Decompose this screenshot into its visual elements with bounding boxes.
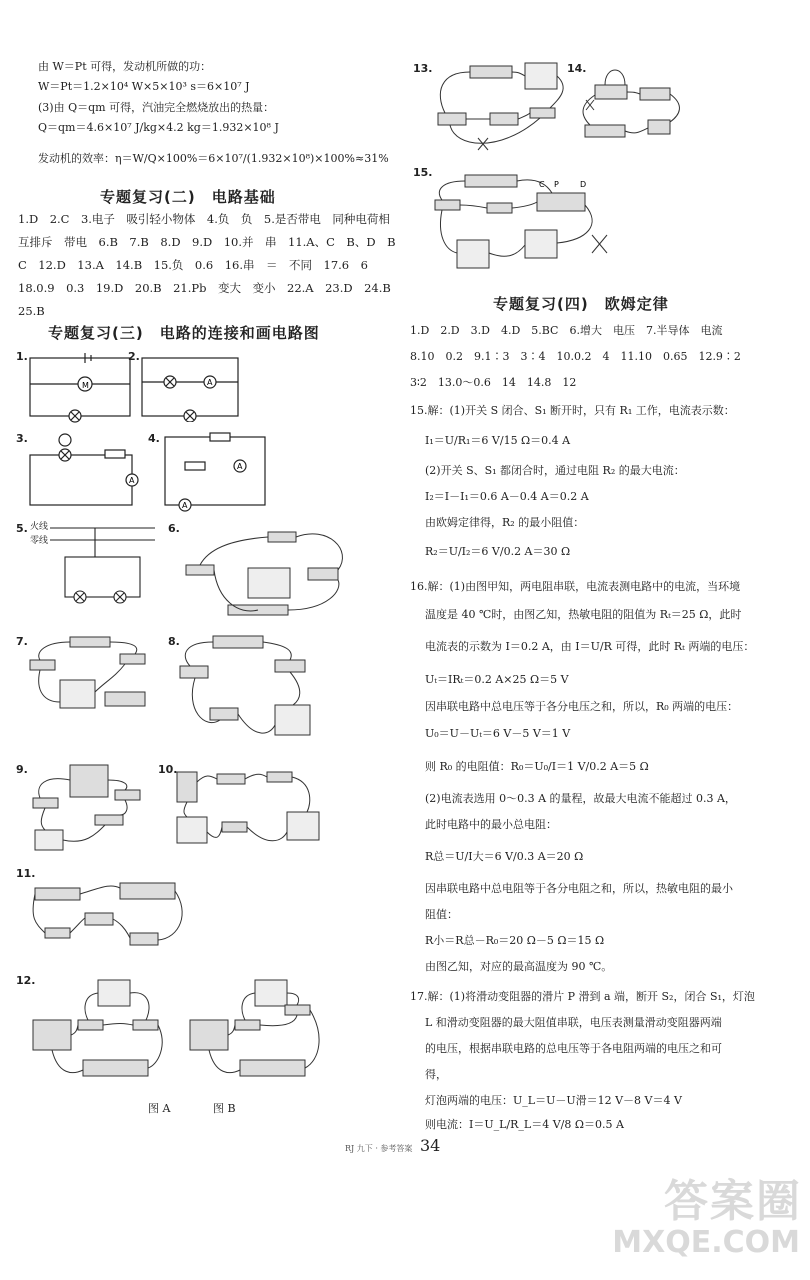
figure-caption-b: 图 B (213, 1102, 236, 1115)
solution-line: 由欧姆定律得，R₂ 的最小阻值： (425, 516, 585, 529)
solution-line: Uₜ＝IRₜ＝0.2 A×25 Ω＝5 V (425, 673, 569, 686)
page-number: 34 (420, 1136, 441, 1155)
neutral-wire-label: 零线 (30, 536, 49, 546)
svg-text:P: P (554, 180, 559, 189)
solution-line: R₂＝U/I₂＝6 V/0.2 A＝30 Ω (425, 545, 571, 558)
solution-line: 的电压，根据串联电路的总电压等于各电阻两端的电压之和可 (425, 1042, 722, 1055)
efficiency-line: 发动机的效率：η＝W/Q×100%＝6×10⁷/(1.932×10⁸)×100%≈31% (38, 152, 389, 165)
question-number: 12. (16, 974, 36, 987)
circuit-diagram (140, 352, 240, 422)
answers-paragraph: 1.D 2.C 3.电子 吸引轻小物体 4.负 负 5.是否带电 同种电荷相互排斥 带电 6.B 7.B 8.D 9.D 10.并 串 11.A、C B、D B C 12.D 13.A 14.B 15.负 0.6 16.串 ＝ 不同 17.6 6 18.0.9 0.3 19.D 20.B 21.Pb 变大 变小 22.A 23.D 24.B 25.B (18, 212, 408, 318)
solution-line: I₁＝U/R₁＝6 V/15 Ω＝0.4 A (425, 434, 571, 447)
section-title: 专题复习(二) 电路基础 (100, 188, 276, 206)
intro-line: W＝Pt＝1.2×10⁴ W×5×10³ s＝6×10⁷ J (38, 80, 250, 93)
solution-line: R小＝R总－R₀＝20 Ω－5 Ω＝15 Ω (425, 934, 605, 947)
page-footer (0, 1132, 810, 1162)
svg-text:A: A (182, 501, 188, 510)
question-number: 6. (168, 522, 180, 535)
solution-line: (2)电流表选用 0～0.3 A 的量程，故最大电流不能超过 0.3 A， (425, 792, 736, 805)
question-number: 15. (413, 166, 433, 179)
section-title: 专题复习(三) 电路的连接和画电路图 (48, 324, 320, 342)
edition-label: RJ 九下 · 参考答案 (345, 1144, 413, 1153)
solution-line: 因串联电路中总电压等于各分电压之和，所以，R₀ 两端的电压： (425, 700, 739, 713)
solution-line: I₂＝I－I₁＝0.6 A－0.4 A＝0.2 A (425, 490, 589, 503)
question-number: 10. (158, 763, 178, 776)
answer-line: 8.10 0.2 9.1∶3 3∶4 10.0.2 4 11.10 0.65 12.9∶2 (410, 350, 741, 363)
solution-line: L 和滑动变阻器的最大阻值串联，电压表测量滑动变阻器两端 (425, 1016, 722, 1029)
solution-line: 电流表的示数为 I＝0.2 A，由 I＝U/R 可得，此时 Rₜ 两端的电压： (425, 640, 755, 653)
circuit-diagram (580, 60, 690, 150)
circuit-diagram (430, 58, 570, 158)
circuit-diagram (25, 350, 135, 425)
svg-text:A: A (237, 462, 243, 471)
circuit-diagram (160, 432, 270, 512)
question-number: 4. (148, 432, 160, 445)
circuit-diagram-b (185, 975, 330, 1090)
question-number: 8. (168, 635, 180, 648)
intro-line: (3)由 Q＝qm 可得，汽油完全燃烧放出的热量： (38, 101, 275, 114)
question-number: 7. (16, 635, 28, 648)
question-number: 14. (567, 62, 587, 75)
svg-text:A: A (129, 476, 135, 485)
svg-text:M: M (82, 381, 89, 390)
circuit-diagram (25, 632, 160, 717)
answer-line: 3∶2 13.0～0.6 14 14.8 12 (410, 376, 577, 389)
svg-text:A: A (207, 378, 213, 387)
solution-line: 此时电路中的最小总电阻： (425, 818, 557, 831)
solution-line: 则电流：I＝U_L/R_L＝4 V/8 Ω＝0.5 A (425, 1118, 624, 1131)
solution-line: 得， (425, 1068, 447, 1081)
solution-line: 16.解：(1)由图甲知，两电阻串联，电流表测电路中的电流，当环境 (410, 580, 741, 593)
circuit-diagram (172, 762, 327, 857)
watermark-bottom-text: MXQE.COM (612, 1225, 800, 1260)
solution-line: U₀＝U－Uₜ＝6 V－5 V＝1 V (425, 727, 571, 740)
watermark-logo (612, 1165, 802, 1270)
svg-text:C: C (539, 180, 545, 189)
circuit-diagram-a (28, 975, 173, 1090)
question-number: 9. (16, 763, 28, 776)
solution-line: 由图乙知，对应的最高温度为 90 ℃。 (425, 960, 613, 973)
solution-line: 17.解：(1)将滑动变阻器的滑片 P 滑到 a 端，断开 S₂，闭合 S₁，灯泡 (410, 990, 755, 1003)
circuit-diagram (427, 165, 617, 277)
circuit-diagram (25, 430, 140, 510)
live-wire-label: 火线 (30, 522, 49, 532)
solution-line: 15.解：(1)开关 S 闭合、S₁ 断开时，只有 R₁ 工作，电流表示数： (410, 404, 735, 417)
intro-line: 由 W＝Pt 可得，发动机所做的功： (38, 60, 212, 73)
answer-line: 1.D 2.D 3.D 4.D 5.BC 6.增大 电压 7.半导体 电流 (410, 324, 723, 337)
question-number: 11. (16, 867, 36, 880)
watermark-top-text: 答案圈 (664, 1176, 802, 1227)
circuit-diagram (50, 522, 160, 607)
figure-caption-a: 图 A (148, 1102, 171, 1115)
solution-line: R总＝U/I大＝6 V/0.3 A＝20 Ω (425, 850, 584, 863)
question-number: 5. (16, 522, 28, 535)
question-number: 3. (16, 432, 28, 445)
circuit-diagram (30, 868, 190, 963)
solution-line: 灯泡两端的电压：U_L＝U－U滑＝12 V－8 V＝4 V (425, 1094, 682, 1107)
question-number: 13. (413, 62, 433, 75)
solution-line: (2)开关 S、S₁ 都闭合时，通过电阻 R₂ 的最大电流： (425, 464, 685, 477)
question-number: 1. (16, 350, 28, 363)
solution-line: 则 R₀ 的电阻值：R₀＝U₀/I＝1 V/0.2 A＝5 Ω (425, 760, 649, 773)
circuit-diagram (175, 630, 325, 750)
solution-line: 阻值： (425, 908, 458, 921)
intro-line: Q＝qm＝4.6×10⁷ J/kg×4.2 kg＝1.932×10⁸ J (38, 121, 279, 134)
solution-line: 因串联电路中总电阻等于各分电阻之和，所以，热敏电阻的最小 (425, 882, 733, 895)
section-title: 专题复习(四) 欧姆定律 (493, 295, 669, 313)
svg-text:D: D (580, 180, 587, 189)
question-number: 2. (128, 350, 140, 363)
circuit-diagram (25, 760, 150, 855)
circuit-diagram (178, 520, 368, 620)
solution-line: 温度是 40 ℃时，由图乙知，热敏电阻的阻值为 Rₜ＝25 Ω，此时 (425, 608, 742, 621)
